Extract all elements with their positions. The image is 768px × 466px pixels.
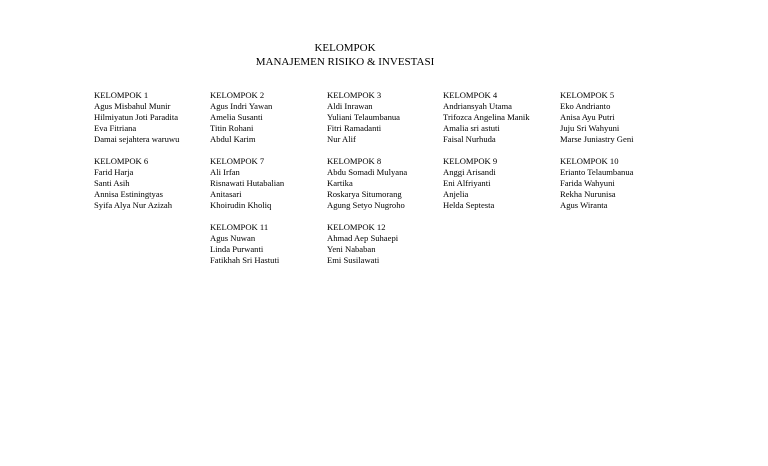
group-3 [327, 90, 400, 145]
group-member: Emi Susilawati [327, 255, 380, 265]
group-title: KELOMPOK 8 [327, 156, 382, 166]
group-member: Khoirudin Kholiq [210, 200, 272, 210]
group-11 [210, 222, 279, 266]
group-member: Andriansyah Utama [443, 101, 512, 111]
group-member: Fatikhah Sri Hastuti [210, 255, 280, 265]
group-member: Eko Andrianto [560, 101, 611, 111]
group-member: Farid Harja [94, 167, 134, 177]
group-title: KELOMPOK 9 [443, 156, 498, 166]
group-member: Juju Sri Wahyuni [560, 123, 620, 133]
document-subtitle: MANAJEMEN RISIKO & INVESTASI [255, 56, 435, 68]
group-member: Syifa Alya Nur Azizah [94, 200, 173, 210]
group-member: Fitri Ramadanti [327, 123, 382, 133]
group-member: Risnawati Hutabalian [210, 178, 285, 188]
group-title: KELOMPOK 10 [560, 156, 619, 166]
group-member: Abdu Somadi Mulyana [327, 167, 408, 177]
group-member: Agus Misbahul Munir [94, 101, 171, 111]
group-member: Anggi Arisandi [443, 167, 496, 177]
group-member: Anitasari [210, 189, 242, 199]
group-1 [94, 90, 179, 145]
group-member: Aldi Inrawan [327, 101, 373, 111]
group-member: Annisa Estiningtyas [94, 189, 163, 199]
group-8 [327, 156, 407, 211]
group-12 [327, 222, 398, 266]
group-10 [560, 156, 633, 211]
group-member: Kartika [327, 178, 353, 188]
group-member: Agus Nuwan [210, 233, 256, 243]
group-title: KELOMPOK 6 [94, 156, 149, 166]
group-member: Agus Wiranta [560, 200, 608, 210]
group-member: Agung Setyo Nugroho [327, 200, 405, 210]
document-title: KELOMPOK [314, 42, 376, 54]
group-member: Anjelia [443, 189, 469, 199]
group-member: Abdul Karim [210, 134, 256, 144]
group-member: Erianto Telaumbanua [560, 167, 634, 177]
group-title: KELOMPOK 1 [94, 90, 149, 100]
group-member: Damai sejahtera waruwu [94, 134, 180, 144]
group-5 [560, 90, 634, 145]
group-member: Marse Juniastry Geni [560, 134, 634, 144]
group-title: KELOMPOK 5 [560, 90, 615, 100]
group-member: Santi Asih [94, 178, 130, 188]
group-member: Agus Indri Yawan [210, 101, 273, 111]
group-4 [443, 90, 530, 145]
group-member: Linda Purwanti [210, 244, 264, 254]
group-member: Amalia sri astuti [443, 123, 500, 133]
group-member: Yuliani Telaumbanua [327, 112, 400, 122]
group-member: Roskarya Situmorang [327, 189, 402, 199]
group-member: Farida Wahyuni [560, 178, 615, 188]
group-member: Helda Septesta [443, 200, 495, 210]
group-title: KELOMPOK 12 [327, 222, 386, 232]
group-member: Amelia Susanti [210, 112, 263, 122]
group-member: Hilmiyatun Joti Paradita [94, 112, 179, 122]
group-title: KELOMPOK 4 [443, 90, 498, 100]
group-title: KELOMPOK 11 [210, 222, 269, 232]
group-member: Anisa Ayu Putri [560, 112, 615, 122]
group-member: Ali Irfan [210, 167, 240, 177]
group-6 [94, 156, 172, 211]
group-member: Faisal Nurhuda [443, 134, 496, 144]
group-7 [210, 156, 284, 211]
group-2 [210, 90, 272, 145]
group-9 [443, 156, 497, 211]
group-member: Eva Fitriana [94, 123, 137, 133]
group-member: Nur Alif [327, 134, 356, 144]
group-member: Eni Alfriyanti [443, 178, 491, 188]
group-member: Titin Rohani [210, 123, 254, 133]
group-member: Ahmad Aep Suhaepi [327, 233, 399, 243]
group-title: KELOMPOK 3 [327, 90, 382, 100]
group-member: Yeni Nababan [327, 244, 376, 254]
group-title: KELOMPOK 7 [210, 156, 265, 166]
group-member: Rekha Nurunisa [560, 189, 616, 199]
group-title: KELOMPOK 2 [210, 90, 265, 100]
group-member: Trifozca Angelina Manik [443, 112, 530, 122]
